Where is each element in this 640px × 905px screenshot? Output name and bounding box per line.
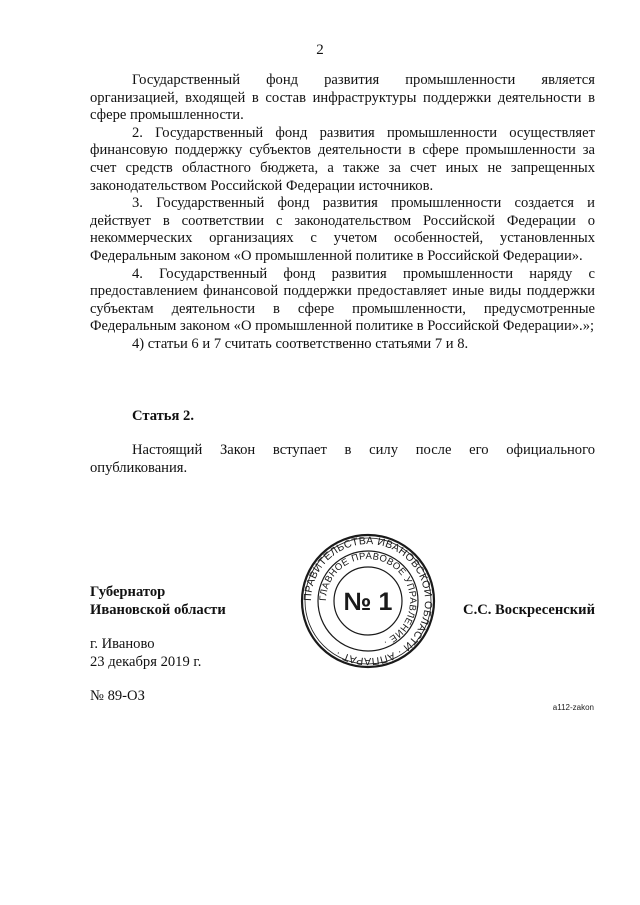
law-body [90,72,595,354]
signatory-name: С.С. Воскресенский [463,602,595,618]
article-heading: Статья 2. [132,408,194,424]
article-text: Настоящий Закон вступает в силу после его официального опубликования. [90,442,595,476]
place-and-date [90,636,201,671]
page-number: 2 [316,42,324,58]
article-text-block [90,442,595,477]
paragraph-1: Государственный фонд развития промышленности является организацией, входящей в состав инфраструктуры поддержки деятельности в сфере промышленности. [90,72,595,124]
law-number: № 89-ОЗ [90,688,145,704]
signatory-title [90,584,226,619]
place: г. Иваново [90,636,155,652]
paragraph-5: 4) статьи 6 и 7 считать соответственно статьями 7 и 8. [132,335,469,352]
date: 23 декабря 2019 г. [90,653,202,670]
paragraph-4: 4. Государственный фонд развития промышленности наряду с предоставлением финансовой поддержки предоставляет иные виды поддержки субъектам деятельности в сфере промышленности, предусмотренные Федеральным законом «О промышленной политике в Российской Федерации».»; [90,265,595,335]
paragraph-3: 3. Государственный фонд развития промышленности создается и действует в соответствии с законодательством Российской Федерации о некоммерческих организациях с учетом особенностей, установленных Федеральным законом «О промышленной политике в Российской Федерации». [90,195,595,264]
signatory-title-line2: Ивановской области [90,601,226,618]
seal-outer-textpath: ПРАВИТЕЛЬСТВА ИВАНОВСКОЙ ОБЛАСТИ · АППАРАТ · [301,534,435,668]
seal-number: № 1 [343,588,393,616]
official-seal [300,533,436,669]
file-code: а112-zakon [552,703,594,712]
signatory-title-line1: Губернатор [90,584,166,600]
paragraph-2: 2. Государственный фонд развития промышленности осуществляет финансовую поддержку субъектов деятельности в сфере промышленности за счет средств областного бюджета, а также за счет иных не запрещенных законодательством Российской Федерации источников. [90,124,595,194]
seal-inner-textpath: ГЛАВНОЕ ПРАВОВОЕ УПРАВЛЕНИЕ · [317,550,419,648]
